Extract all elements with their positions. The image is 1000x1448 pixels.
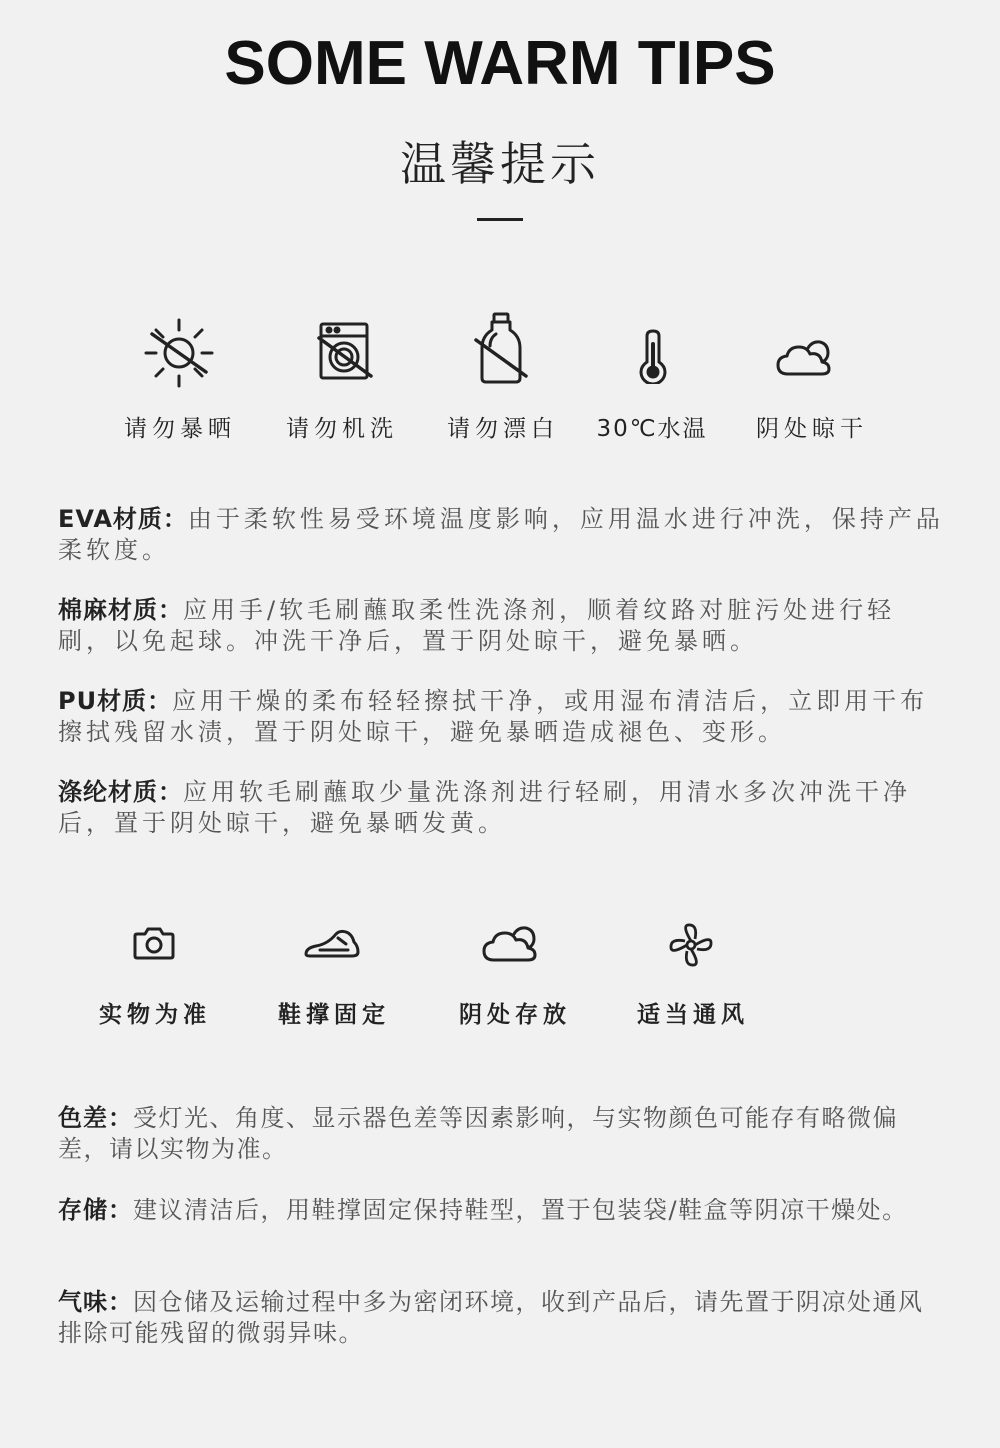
thermometer-icon [636,328,670,384]
note-odor-text: 因仓储及运输过程中多为密闭环境，收到产品后，请先置于阴凉处通风排除可能残留的微弱异味。 [58,1288,924,1347]
no-bleach-icon [470,310,530,386]
store-label-shoe-tree: 鞋撑固定 [278,1002,390,1028]
no-sun-icon [140,314,218,392]
care-label-no-machine-wash: 请勿机洗 [286,416,398,442]
page-subtitle: 温馨提示 [400,137,600,191]
material-pu [58,686,948,748]
no-machine-wash-icon [315,318,375,384]
note-odor-label: 气味： [58,1288,133,1316]
material-cotton-linen-label: 棉麻材质： [58,596,183,624]
note-storage-label: 存储： [58,1196,133,1224]
cloud-icon [480,922,540,966]
care-label-water-temp: 30℃水温 [596,416,708,442]
store-label-actual-product: 实物为准 [99,1002,211,1028]
material-polyester-text: 应用软毛刷蘸取少量洗涤剂进行轻刷，用清水多次冲洗干净后，置于阴处晾干，避免暴晒发黄。 [58,778,911,837]
note-color-difference-text: 受灯光、角度、显示器色差等因素影响，与实物颜色可能存有略微偏差，请以实物为准。 [58,1104,898,1163]
cloud-icon [774,336,834,380]
note-storage [58,1195,948,1226]
note-color-difference [58,1103,948,1165]
material-cotton-linen-text: 应用手/软毛刷蘸取柔性洗涤剂，顺着纹路对脏污处进行轻刷，以免起球。冲洗干净后，置于阴处晾干，避免暴晒。 [58,596,896,655]
page-title: SOME WARM TIPS [224,29,776,98]
material-cotton-linen [58,595,948,657]
care-label-shade-dry: 阴处晾干 [756,416,868,442]
shoe-tree-icon [302,924,362,962]
note-color-difference-label: 色差： [58,1104,133,1132]
material-pu-text: 应用干燥的柔布轻轻擦拭干净，或用湿布清洁后，立即用干布擦拭残留水渍，置于阴处晾干，避免暴晒造成褪色、变形。 [58,687,929,746]
store-label-ventilation: 适当通风 [637,1002,749,1028]
note-odor [58,1287,948,1349]
material-polyester-label: 涤纶材质： [58,778,183,806]
material-pu-label: PU材质： [58,687,173,715]
material-eva-text: 由于柔软性易受环境温度影响，应用温水进行冲洗，保持产品柔软度。 [58,505,944,564]
camera-icon [132,924,176,962]
material-eva-label: EVA材质： [58,505,188,533]
care-label-no-bleach: 请勿漂白 [447,416,559,442]
note-storage-text: 建议清洁后，用鞋撑固定保持鞋型，置于包装袋/鞋盒等阴凉干燥处。 [133,1196,908,1224]
care-label-no-sun: 请勿暴晒 [124,416,236,442]
material-eva [58,504,948,566]
title-divider [477,218,523,221]
store-label-shade-storage: 阴处存放 [459,1002,571,1028]
fan-icon [668,922,714,968]
material-polyester [58,777,948,839]
